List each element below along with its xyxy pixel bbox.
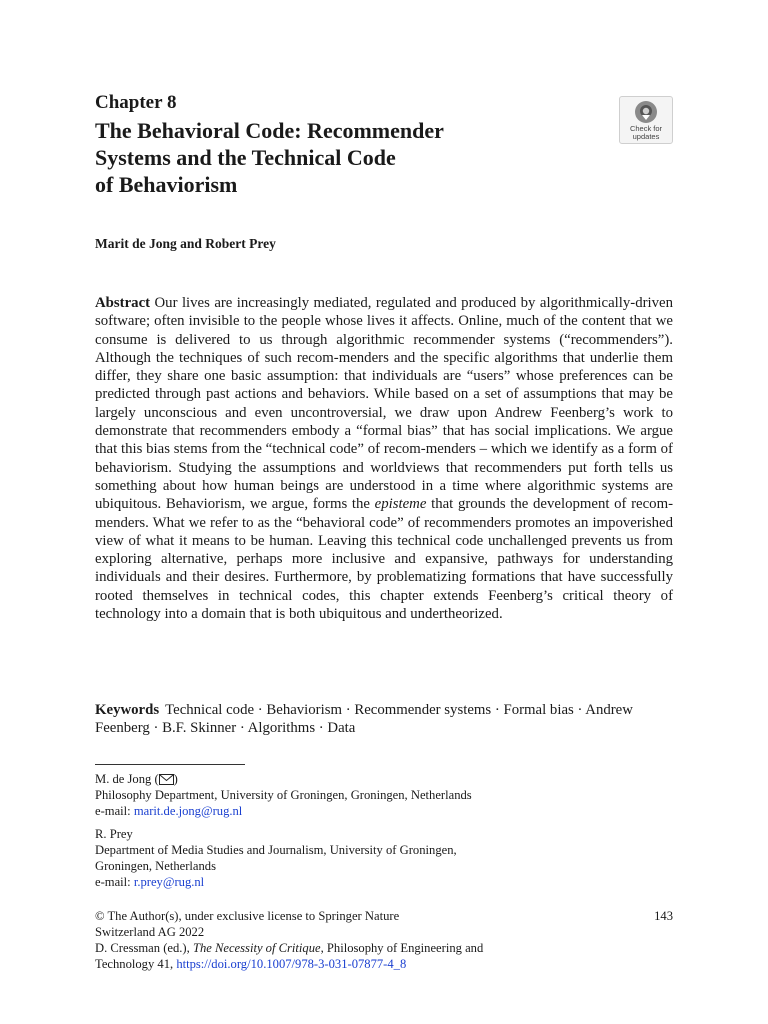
- chapter-title: [95, 117, 595, 198]
- citation-text: Technology 41,: [95, 957, 177, 971]
- affiliation-de-jong: [95, 771, 655, 819]
- copyright-line: Switzerland AG 2022: [95, 925, 205, 939]
- copyright-line: © The Author(s), under exclusive license to Springer Nature: [95, 909, 400, 923]
- author-name: R. Prey: [95, 827, 133, 841]
- citation-text: , Philosophy of Engineering and: [320, 941, 484, 955]
- check-for-updates-badge[interactable]: [619, 96, 673, 144]
- affiliation-line: Department of Media Studies and Journalism, University of Groningen,: [95, 843, 457, 857]
- authors: Marit de Jong and Robert Prey: [95, 236, 276, 251]
- author-name-suffix: ): [173, 772, 178, 786]
- keywords-label: Keywords: [95, 702, 160, 718]
- page-number: 143: [654, 909, 673, 923]
- email-label: e-mail:: [95, 875, 134, 889]
- abstract-label: Abstract: [95, 295, 151, 311]
- keywords-text: Technical code · Behaviorism · Recommender systems · Formal bias · Andrew Feenberg · B.F. Skinner · Algorithms · Data: [95, 702, 633, 737]
- email-link[interactable]: r.prey@rug.nl: [133, 875, 205, 889]
- badge-line-2: updates: [632, 132, 660, 141]
- check-for-updates-icon: [634, 100, 658, 124]
- envelope-icon[interactable]: [159, 774, 174, 785]
- keywords: [95, 701, 673, 738]
- book-title: The Necessity of Critique: [192, 941, 321, 955]
- abstract-text: Our lives are increasingly mediated, regulated and produced by algorithmically-driven software; often invisible to the people whose lives it affects. Online, much of the content that we consume is delivered to us through algorithmic recommender systems (“recommenders”). Although the techniques of such recom-menders and the specific algorithms that underlie them differ, they share one basic assumption: that individuals are “users” whose preferences can be predicted through past actions and behaviors. While based on a set of assumptions that may be largely unconscious and even uncontroversial, we draw upon Andrew Feenberg’s work to demonstrate that recommenders embody a “formal bias” that has social implications. We argue that this bias stems from the “technical code” of recom-menders – which we identify as a form of behaviorism. Studying the assumptions and worldviews that recommenders put forth tells us something about how human beings are understood in a time where algorithmic systems are ubiquitous. Behaviorism, we argue, forms the: [95, 295, 674, 513]
- author-name: M. de Jong (: [95, 772, 159, 786]
- affiliation-prey: [95, 826, 655, 890]
- badge-line-1: Check for: [629, 124, 663, 133]
- email-link[interactable]: marit.de.jong@rug.nl: [133, 804, 243, 818]
- abstract-text-end: that grounds the development of recom-menders. What we refer to as the “behavioral code” of recommenders promotes an impoverished view of what it means to be human. Leaving this technical code unchallenged prevents us from exploring alternative, perhaps more inclusive and expansive, pathways for understanding individuals and their desires. Furthermore, by problematizing formations that have successfully rooted themselves in technical codes, this chapter extends Feenberg’s critical theory of technology into a domain that is both ubiquitous and undertheorized.: [95, 496, 674, 623]
- abstract: [95, 294, 673, 623]
- doi-link[interactable]: https://doi.org/10.1007/978-3-031-07877-4_8: [176, 957, 407, 971]
- citation-text: D. Cressman (ed.),: [95, 941, 193, 955]
- affiliation-line: Groningen, Netherlands: [95, 859, 217, 873]
- copyright-notice: [95, 908, 575, 972]
- email-label: e-mail:: [95, 804, 134, 818]
- chapter-title-line: The Behavioral Code: Recommender: [95, 118, 444, 143]
- affiliation-line: Philosophy Department, University of Groningen, Groningen, Netherlands: [95, 788, 472, 802]
- chapter-label: Chapter 8: [95, 92, 177, 113]
- chapter-title-line: Systems and the Technical Code: [95, 145, 396, 170]
- footnote-rule: [95, 764, 245, 765]
- abstract-italic: episteme: [374, 496, 427, 513]
- chapter-title-line: of Behaviorism: [95, 172, 238, 197]
